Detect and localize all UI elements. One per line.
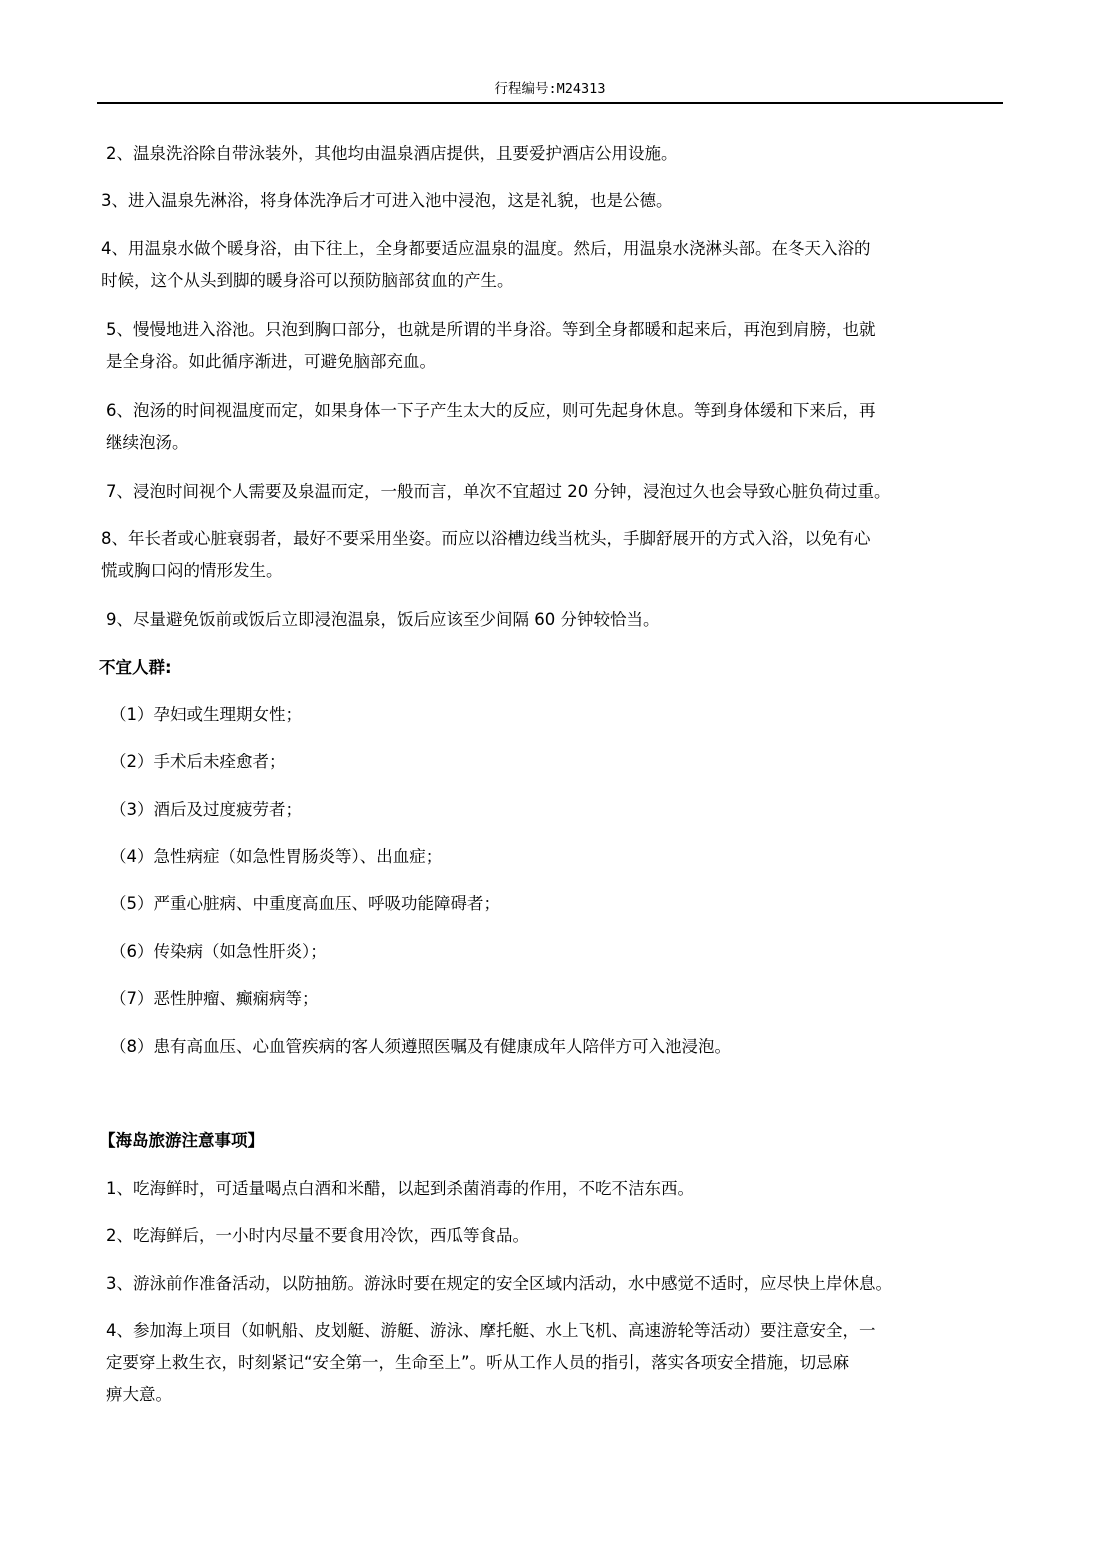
hot-spring-tip	[101, 185, 673, 217]
tip-line: 继续泡汤。	[106, 433, 189, 452]
tip-line: 6、泡汤的时间视温度而定，如果身体一下子产生太大的反应，则可先起身休息。等到身体缓和下来后，再	[106, 401, 876, 420]
hot-spring-tip	[101, 523, 871, 587]
island-heading: 【海岛旅游注意事项】	[99, 1131, 264, 1150]
tip-line: 2、温泉洗浴除自带泳装外，其他均由温泉酒店提供，且要爱护酒店公用设施。	[106, 144, 678, 163]
tip-line: 7、浸泡时间视个人需要及泉温而定，一般而言，单次不宜超过 20 分钟，浸泡过久也会导致心脏负荷过重。	[106, 482, 891, 501]
tip-line: 9、尽量避免饭前或饭后立即浸泡温泉，饭后应该至少间隔 60 分钟较恰当。	[106, 610, 660, 629]
itinerary-code: 行程编号:M24313	[494, 81, 606, 97]
tip-line: 1、吃海鲜时，可适量喝点白酒和米醋，以起到杀菌消毒的作用，不吃不洁东西。	[106, 1179, 694, 1198]
island-tip	[106, 1315, 876, 1411]
page-header	[97, 78, 1003, 104]
island-tip	[106, 1220, 529, 1252]
list-item: （1）孕妇或生理期女性；	[110, 705, 302, 724]
list-item: （4）急性病症（如急性胃肠炎等）、出血症；	[110, 847, 443, 866]
list-item: （7）恶性肿瘤、癫痫病等；	[110, 989, 319, 1008]
list-item: （3）酒后及过度疲劳者；	[110, 800, 302, 819]
hot-spring-tip	[106, 138, 678, 170]
hot-spring-tip	[106, 395, 876, 459]
hot-spring-tip	[106, 604, 659, 636]
tip-line: 4、参加海上项目（如帆船、皮划艇、游艇、游泳、摩托艇、水上飞机、高速游轮等活动）要注意安全，一	[106, 1321, 876, 1340]
list-item: （8）患有高血压、心血管疾病的客人须遵照医嘱及有健康成年人陪伴方可入池浸泡。	[110, 1037, 731, 1056]
tip-line: 3、进入温泉先淋浴，将身体洗净后才可进入池中浸泡，这是礼貌，也是公德。	[101, 191, 673, 210]
hot-spring-tip	[101, 233, 871, 297]
unsuitable-heading: 不宜人群:	[99, 658, 172, 677]
tip-line: 5、慢慢地进入浴池。只泡到胸口部分，也就是所谓的半身浴。等到全身都暖和起来后，再泡到肩膀，也就	[106, 320, 876, 339]
tip-line: 是全身浴。如此循序渐进，可避免脑部充血。	[106, 352, 436, 371]
list-item: （5）严重心脏病、中重度高血压、呼吸功能障碍者；	[110, 894, 500, 913]
tip-line: 4、用温泉水做个暖身浴，由下往上，全身都要适应温泉的温度。然后，用温泉水浇淋头部。在冬天入浴的	[101, 239, 871, 258]
tip-line: 时候，这个从头到脚的暖身浴可以预防脑部贫血的产生。	[101, 271, 514, 290]
island-tip	[106, 1268, 892, 1300]
tip-line: 痹大意。	[106, 1385, 172, 1404]
tip-line: 定要穿上救生衣，时刻紧记“安全第一，生命至上”。听从工作人员的指引，落实各项安全措施，切忌麻	[106, 1353, 850, 1372]
list-item: （2）手术后未痊愈者；	[110, 752, 286, 771]
tip-line: 8、年长者或心脏衰弱者，最好不要采用坐姿。而应以浴槽边线当枕头，手脚舒展开的方式入浴，以免有心	[101, 529, 871, 548]
hot-spring-tip	[106, 476, 890, 508]
hot-spring-tip	[106, 314, 876, 378]
tip-line: 3、游泳前作准备活动，以防抽筋。游泳时要在规定的安全区域内活动，水中感觉不适时，应尽快上岸休息。	[106, 1274, 892, 1293]
island-tip	[106, 1173, 694, 1205]
tip-line: 2、吃海鲜后，一小时内尽量不要食用冷饮，西瓜等食品。	[106, 1226, 529, 1245]
tip-line: 慌或胸口闷的情形发生。	[101, 561, 283, 580]
list-item: （6）传染病（如急性肝炎）；	[110, 942, 327, 961]
